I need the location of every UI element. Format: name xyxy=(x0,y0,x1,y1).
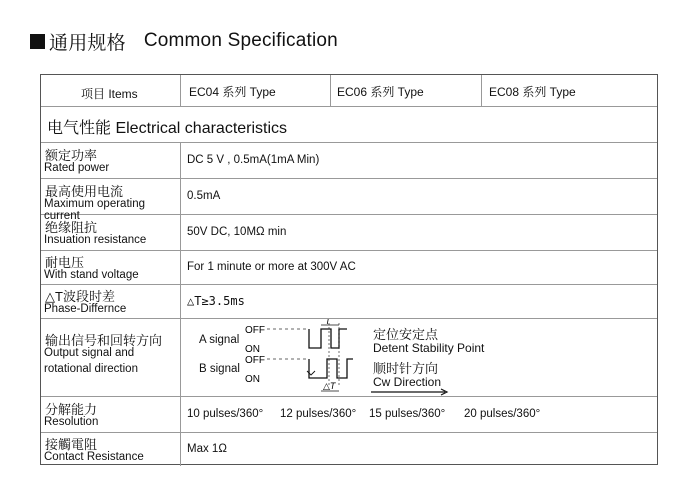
max-current-value: 0.5mA xyxy=(187,190,221,202)
square-bullet-icon xyxy=(30,34,45,49)
row-label-cell xyxy=(41,179,181,222)
table-row xyxy=(41,319,657,397)
header-type-ec04: EC04 系列 Type xyxy=(189,85,276,99)
header-divider xyxy=(481,75,482,106)
row-label-cn: △T波段时差 xyxy=(45,289,115,304)
rated-power-value: DC 5 V , 0.5mA(1mA Min) xyxy=(187,154,320,166)
row-label-en: Insuation resistance xyxy=(44,234,147,246)
table-row xyxy=(41,179,657,222)
row-label-cn: 额定功率 xyxy=(45,148,98,163)
resolution-value-2: 12 pulses/360° xyxy=(280,408,357,420)
resolution-value-3: 15 pulses/360° xyxy=(369,408,446,420)
row-label-cn: 输出信号和回转方向 xyxy=(45,333,163,348)
spec-table xyxy=(40,74,658,465)
header-items-label: 项目 Items xyxy=(81,87,138,101)
row-label-en: Maximum operating current xyxy=(44,198,145,222)
phase-diff-label: △T xyxy=(323,381,336,391)
row-label-en: Resolution xyxy=(44,416,99,428)
b-waveform xyxy=(309,359,353,378)
section-title: 电气性能 Electrical characteristics xyxy=(47,120,288,137)
table-row xyxy=(41,433,657,466)
heading-title-en: Common Specification xyxy=(143,30,338,51)
detent-label-en: Detent Stability Point xyxy=(373,341,485,355)
a-off-label: OFF xyxy=(245,325,265,336)
row-label-cell xyxy=(41,433,181,466)
b-signal-label: B signal xyxy=(199,363,240,375)
contact-value: Max 1Ω xyxy=(187,443,227,455)
row-label-cn: 绝缘阻抗 xyxy=(45,220,98,235)
table-row xyxy=(41,285,657,319)
table-row xyxy=(41,215,657,251)
page-heading xyxy=(30,28,338,54)
row-label-cell xyxy=(41,251,181,284)
a-on-label: ON xyxy=(245,344,260,355)
detent-label-cn: 定位安定点 xyxy=(373,327,439,342)
resolution-value-1: 10 pulses/360° xyxy=(187,408,264,420)
cw-label-en: Cw Direction xyxy=(373,375,442,389)
row-label-cell xyxy=(41,319,181,396)
header-divider xyxy=(330,75,331,106)
table-row xyxy=(41,143,657,179)
cw-label-cn: 顺时针方向 xyxy=(373,361,439,376)
row-label-cell xyxy=(41,285,181,318)
row-label-cn: 分解能力 xyxy=(45,402,98,417)
row-label-en-2: rotational direction xyxy=(44,363,138,375)
arrow-down-icon xyxy=(307,371,315,375)
a-waveform xyxy=(309,329,347,348)
header-items-cell xyxy=(41,75,181,106)
row-label-en: Output signal and xyxy=(44,347,135,359)
row-label-cn: 耐电压 xyxy=(45,255,85,270)
row-label-en: Rated power xyxy=(44,162,110,174)
header-type-ec08: EC08 系列 Type xyxy=(489,85,576,99)
withstand-value: For 1 minute or more at 300V AC xyxy=(187,261,356,273)
row-label-cell xyxy=(41,397,181,432)
phase-value: △T≥3.5ms xyxy=(187,294,245,308)
row-label-en: Phase-Differnce xyxy=(44,303,127,315)
table-row xyxy=(41,251,657,285)
table-header-row xyxy=(41,75,657,107)
insulation-value: 50V DC, 10MΩ min xyxy=(187,226,287,238)
heading-title-cn: 通用规格 xyxy=(49,32,126,54)
b-on-label: ON xyxy=(245,374,260,385)
row-label-en: Contact Resistance xyxy=(44,451,144,463)
waveform-diagram xyxy=(241,319,371,397)
section-title-row xyxy=(41,107,657,143)
row-label-en: With stand voltage xyxy=(44,269,139,281)
row-label-cell xyxy=(41,143,181,178)
resolution-value-4: 20 pulses/360° xyxy=(464,408,541,420)
period-label: T xyxy=(325,319,331,326)
header-type-ec06: EC06 系列 Type xyxy=(337,85,424,99)
arrow-right-icon xyxy=(371,388,451,396)
b-off-label: OFF xyxy=(245,355,265,366)
row-label-cn: 接觸電阻 xyxy=(45,437,98,452)
row-label-cell xyxy=(41,215,181,250)
row-label-cn: 最高使用电流 xyxy=(45,184,124,199)
a-signal-label: A signal xyxy=(199,334,240,346)
table-row xyxy=(41,397,657,433)
